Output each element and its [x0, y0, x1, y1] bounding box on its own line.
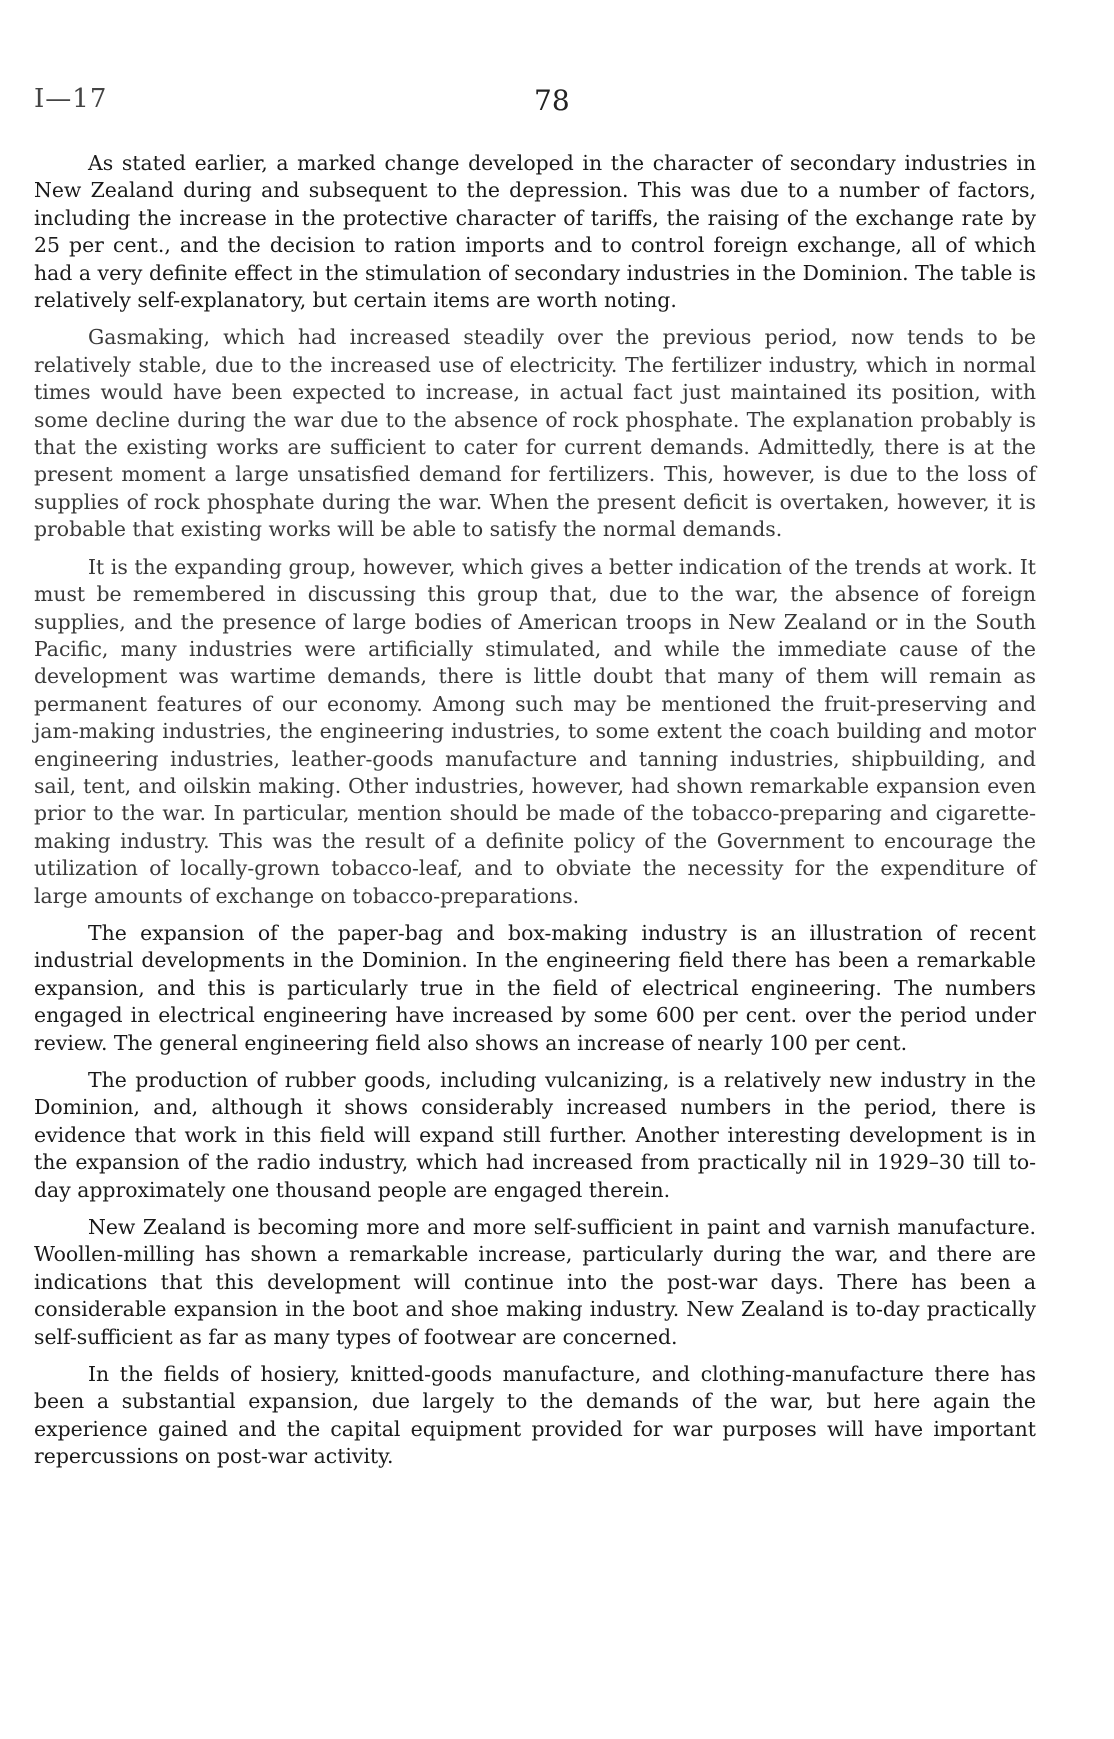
paragraph-rubber-radio: The production of rubber goods, including vulcanizing, is a relatively new industry in the Dominion, and, although it shows considerably increased numbers in the period, there is evidence that work in this field will expand still further. Another interesting development is in the expansion of the radio industry, which had increased from practically nil in 1929–30 till to-day approximately one thousand people are engaged therein.: [34, 1068, 1036, 1202]
paragraph-hosiery-clothing: In the fields of hosiery, knitted-goods manufacture, and clothing-manufacture there has been a substantial expansion, due largely to the demands of the war, but here again the experience gained and the capital equipment provided for war purposes will have important repercussions on post-war activity.: [34, 1362, 1036, 1469]
page-header: [34, 84, 1034, 124]
paragraph-secondary-industries-change: As stated earlier, a marked change developed in the character of secondary industries in New Zealand during and subsequent to the depression. This was due to a number of factors, including the increase in the protective character of tariffs, the raising of the exchange rate by 25 per cent., and the decision to ration imports and to control foreign exchange, all of which had a very definite effect in the stimulation of secondary industries in the Dominion. The table is relatively self-explanatory, but certain items are worth noting.: [34, 151, 1036, 313]
paragraph-paint-woollen-footwear: New Zealand is becoming more and more self-sufficient in paint and varnish manufacture. Woollen-milling has shown a remarkable increase, particularly during the war, and there are indications that this development will continue into the post-war days. There has been a considerable expansion in the boot and shoe making industry. New Zealand is to-day practically self-sufficient as far as many types of footwear are concerned.: [34, 1215, 1036, 1349]
paragraph-gasmaking-fertilizer: Gasmaking, which had increased steadily over the previous period, now tends to be relatively stable, due to the increased use of electricity. The fertilizer industry, which in normal times would have been expected to increase, in actual fact just maintained its position, with some decline during the war due to the absence of rock phosphate. The explanation probably is that the existing works are sufficient to cater for current demands. Admittedly, there is at the present moment a large unsatisfied demand for fertilizers. This, however, is due to the loss of supplies of rock phosphate during the war. When the present deficit is overtaken, however, it is probable that existing works will be able to satisfy the normal demands.: [34, 325, 1036, 542]
page-number: 78: [534, 84, 570, 117]
paragraph-paper-bag-engineering: The expansion of the paper-bag and box-making industry is an illustration of recent industrial developments in the Dominion. In the engineering field there has been a remarkable expansion, and this is particularly true in the field of electrical engineering. The numbers engaged in electrical engineering have increased by some 600 per cent. over the period under review. The general engineering field also shows an increase of nearly 100 per cent.: [34, 920, 1036, 1055]
body-text: [34, 150, 1036, 1481]
document-code: I—17: [34, 84, 108, 114]
paragraph-expanding-group: It is the expanding group, however, which gives a better indication of the trends at work. It must be remembered in discussing this group that, due to the war, the absence of foreign supplies, and the presence of large bodies of American troops in New Zealand or in the South Pacific, many industries were artificially stimulated, and while the immediate cause of the development was wartime demands, there is little doubt that many of them will remain as permanent features of our economy. Among such may be mentioned the fruit-preserving and jam-making industries, the engineering industries, to some extent the coach building and motor engineering industries, leather-goods manufacture and tanning industries, shipbuilding, and sail, tent, and oilskin making. Other industries, however, had shown remarkable expansion even prior to the war. In particular, mention should be made of the tobacco-preparing and cigarette-making industry. This was the result of a definite policy of the Government to encourage the utilization of locally-grown tobacco-leaf, and to obviate the necessity for the expenditure of large amounts of exchange on tobacco-preparations.: [34, 554, 1036, 908]
